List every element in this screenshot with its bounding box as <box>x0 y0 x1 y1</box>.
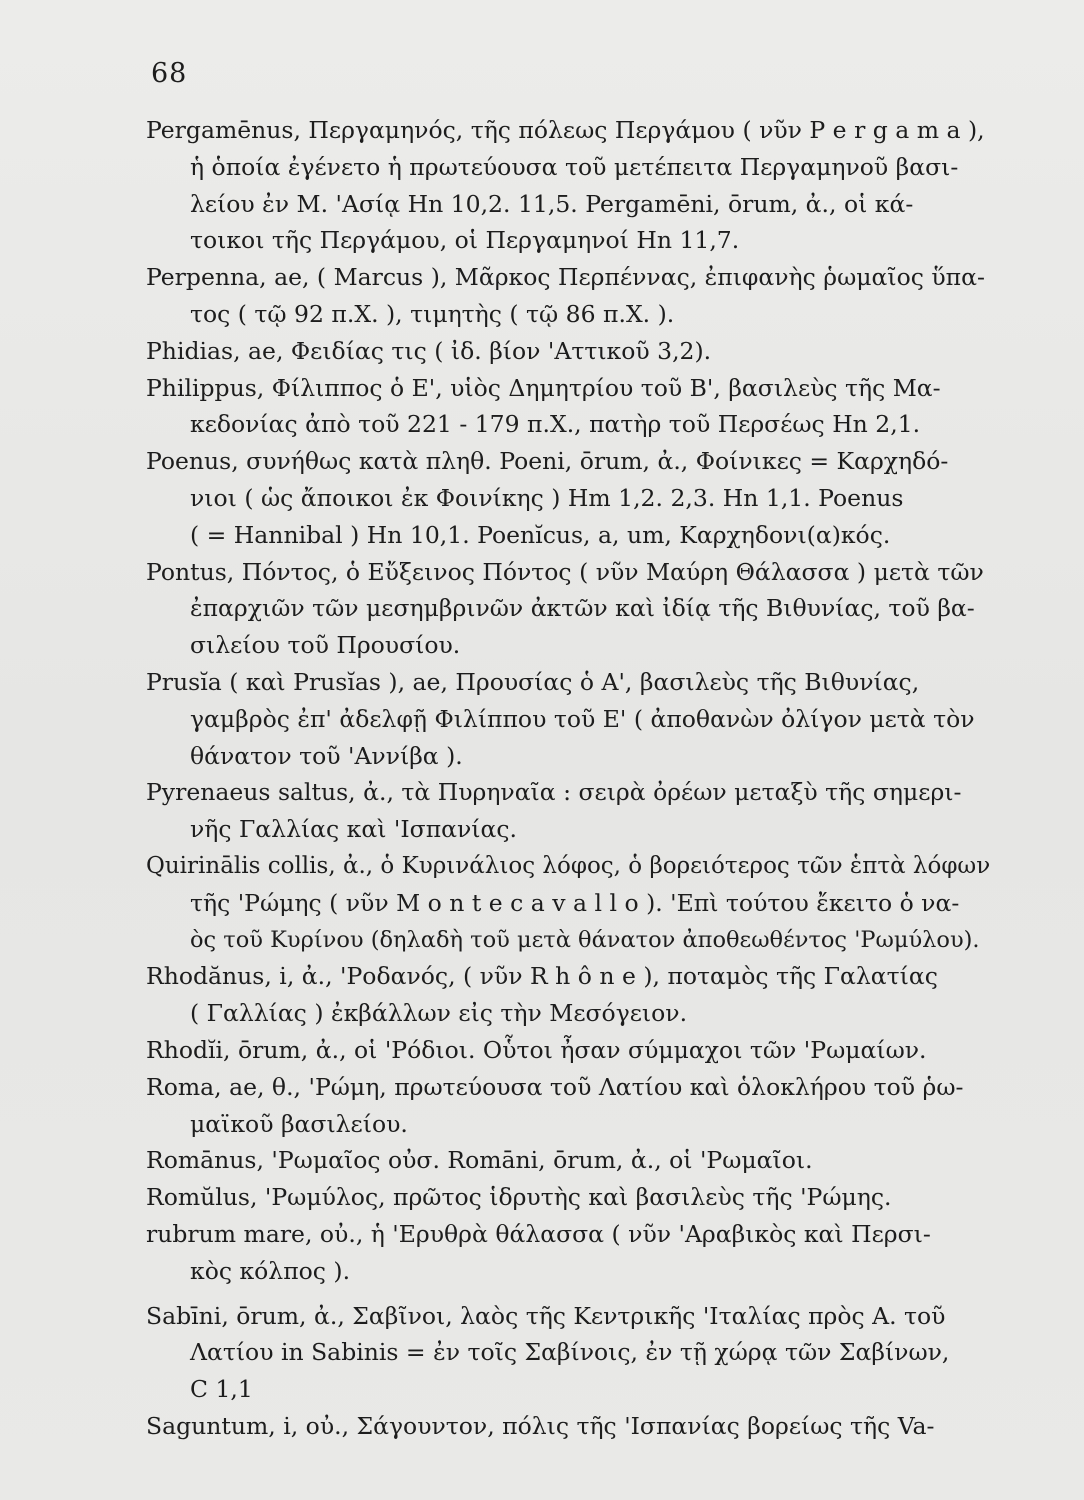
entry-continuation-line: τοικοι τῆς Περγάμου, οἱ Περγαμηνοί Hn 11,7. <box>190 226 740 255</box>
entry-headword-line: Rhodĭi, ōrum, ἀ., οἱ 'Ρόδιοι. Οὗτοι ἦσαν σύμμαχοι τῶν 'Ρωμαίων. <box>146 1035 927 1064</box>
entry-continuation-line: κεδονίας ἀπὸ τοῦ 221 - 179 π.Χ., πατὴρ τοῦ Περσέως Hn 2,1. <box>190 410 921 439</box>
entry-continuation-line: C 1,1 <box>190 1375 253 1404</box>
entry-continuation-line: σιλείου τοῦ Προυσίου. <box>190 631 461 660</box>
entry-continuation-line: θάνατον τοῦ 'Αννίβα ). <box>190 741 463 770</box>
entry-headword-line: Perpenna, ae, ( Marcus ), Μᾶρκος Περπέννας, ἐπιφανὴς ῥωμαῖος ὕπα- <box>146 263 985 292</box>
entry-continuation-line: τῆς 'Ρώμης ( νῦν M o n t e c a v a l l o ). 'Επὶ τούτου ἔκειτο ὁ να- <box>190 888 960 917</box>
entry-continuation-line: τος ( τῷ 92 π.Χ. ), τιμητὴς ( τῷ 86 π.Χ. ). <box>190 299 675 328</box>
entry-continuation-line: νῆς Γαλλίας καὶ 'Ισπανίας. <box>190 815 518 844</box>
entry-headword-line: Phidias, ae, Φειδίας τις ( ἰδ. βίον 'Αττικοῦ 3,2). <box>146 336 712 365</box>
entry-headword-line: Pergamēnus, Περγαμηνός, τῆς πόλεως Περγάμου ( νῦν P e r g a m a ), <box>146 116 985 144</box>
entry-continuation-line: μαϊκοῦ βασιλείου. <box>190 1109 408 1138</box>
entry-continuation-line: ἐπαρχιῶν τῶν μεσημβρινῶν ἀκτῶν καὶ ἰδίᾳ τῆς Βιθυνίας, τοῦ βα- <box>190 594 975 623</box>
entry-continuation-line: λείου ἐν Μ. 'Ασίᾳ Hn 10,2. 11,5. Pergamēni, ōrum, ἀ., οἱ κά- <box>190 189 914 218</box>
entry-continuation-line: ( = Hannibal ) Hn 10,1. Poenĭcus, a, um, Καρχηδονι(α)κός. <box>190 520 891 549</box>
entry-headword-line: Pyrenaeus saltus, ἀ., τὰ Πυρηναῖα : σειρὰ ὀρέων μεταξὺ τῆς σημερι- <box>146 778 962 807</box>
entry-continuation-line: ἡ ὁποία ἐγένετο ἡ πρωτεύουσα τοῦ μετέπειτα Περγαμηνοῦ βασι- <box>190 152 959 181</box>
entry-continuation-line: γαμβρὸς ἐπ' ἀδελφῇ Φιλίππου τοῦ Ε' ( ἀποθανὼν ὀλίγον μετὰ τὸν <box>190 704 975 733</box>
entry-headword-line: Romānus, 'Ρωμαῖος οὐσ. Romāni, ōrum, ἀ., οἱ 'Ρωμαῖοι. <box>146 1146 813 1175</box>
dictionary-entries <box>146 112 994 1445</box>
entry-continuation-line: κὸς κόλπος ). <box>190 1256 351 1285</box>
entry-headword-line: Saguntum, i, οὐ., Σάγουντον, πόλις τῆς 'Ισπανίας βορείως τῆς Va- <box>146 1411 935 1440</box>
entry-headword-line: Romŭlus, 'Ρωμύλος, πρῶτος ἱδρυτὴς καὶ βασιλεὺς τῆς 'Ρώμης. <box>146 1183 892 1212</box>
entry-headword-line: rubrum mare, οὐ., ἡ 'Ερυθρὰ θάλασσα ( νῦν 'Αραβικὸς καὶ Περσι- <box>146 1219 931 1248</box>
entry-headword-line: Rhodănus, i, ἀ., 'Ροδανός, ( νῦν R h ô n e ), ποταμὸς τῆς Γαλατίας <box>146 962 938 991</box>
entry-headword-line: Poenus, συνήθως κατὰ πληθ. Poeni, ōrum, ἀ., Φοίνικες = Καρχηδό- <box>146 447 949 476</box>
entry-continuation-line: ( Γαλλίας ) ἐκβάλλων εἰς τὴν Μεσόγειον. <box>190 999 688 1028</box>
entry-headword-line: Roma, ae, θ., 'Ρώμη, πρωτεύουσα τοῦ Λατίου καὶ ὁλοκλήρου τοῦ ῥω- <box>146 1072 964 1101</box>
entry-headword-line: Prusĭa ( καὶ Prusĭas ), ae, Προυσίας ὁ Α', βασιλεὺς τῆς Βιθυνίας, <box>146 667 920 696</box>
entry-continuation-line: Λατίου in Sabinis = ἐν τοῖς Σαβίνοις, ἐν τῇ χώρᾳ τῶν Σαβίνων, <box>190 1338 950 1367</box>
entry-headword-line: Philippus, Φίλιππος ὁ Ε', υἱὸς Δημητρίου τοῦ Β', βασιλεὺς τῆς Μα- <box>146 373 941 402</box>
entry-headword-line: Pontus, Πόντος, ὁ Εὔξεινος Πόντος ( νῦν Μαύρη Θάλασσα ) μετὰ τῶν <box>146 557 984 586</box>
entry-headword-line: Sabīni, ōrum, ἀ., Σαβῖνοι, λαὸς τῆς Κεντρικῆς 'Ιταλίας πρὸς Α. τοῦ <box>146 1301 946 1330</box>
entry-headword-line: Quirinālis collis, ἀ., ὁ Κυρινάλιος λόφος, ὁ βορειότερος τῶν ἑπτὰ λόφων <box>146 852 991 879</box>
page-number: 68 <box>151 58 188 89</box>
entry-continuation-line: ὸς τοῦ Κυρίνου (δηλαδὴ τοῦ μετὰ θάνατον ἀποθεωθέντος 'Ρωμύλου). <box>190 926 980 953</box>
entry-continuation-line: νιοι ( ὡς ἄποικοι ἐκ Φοινίκης ) Hm 1,2. 2,3. Hn 1,1. Poenus <box>190 483 904 512</box>
